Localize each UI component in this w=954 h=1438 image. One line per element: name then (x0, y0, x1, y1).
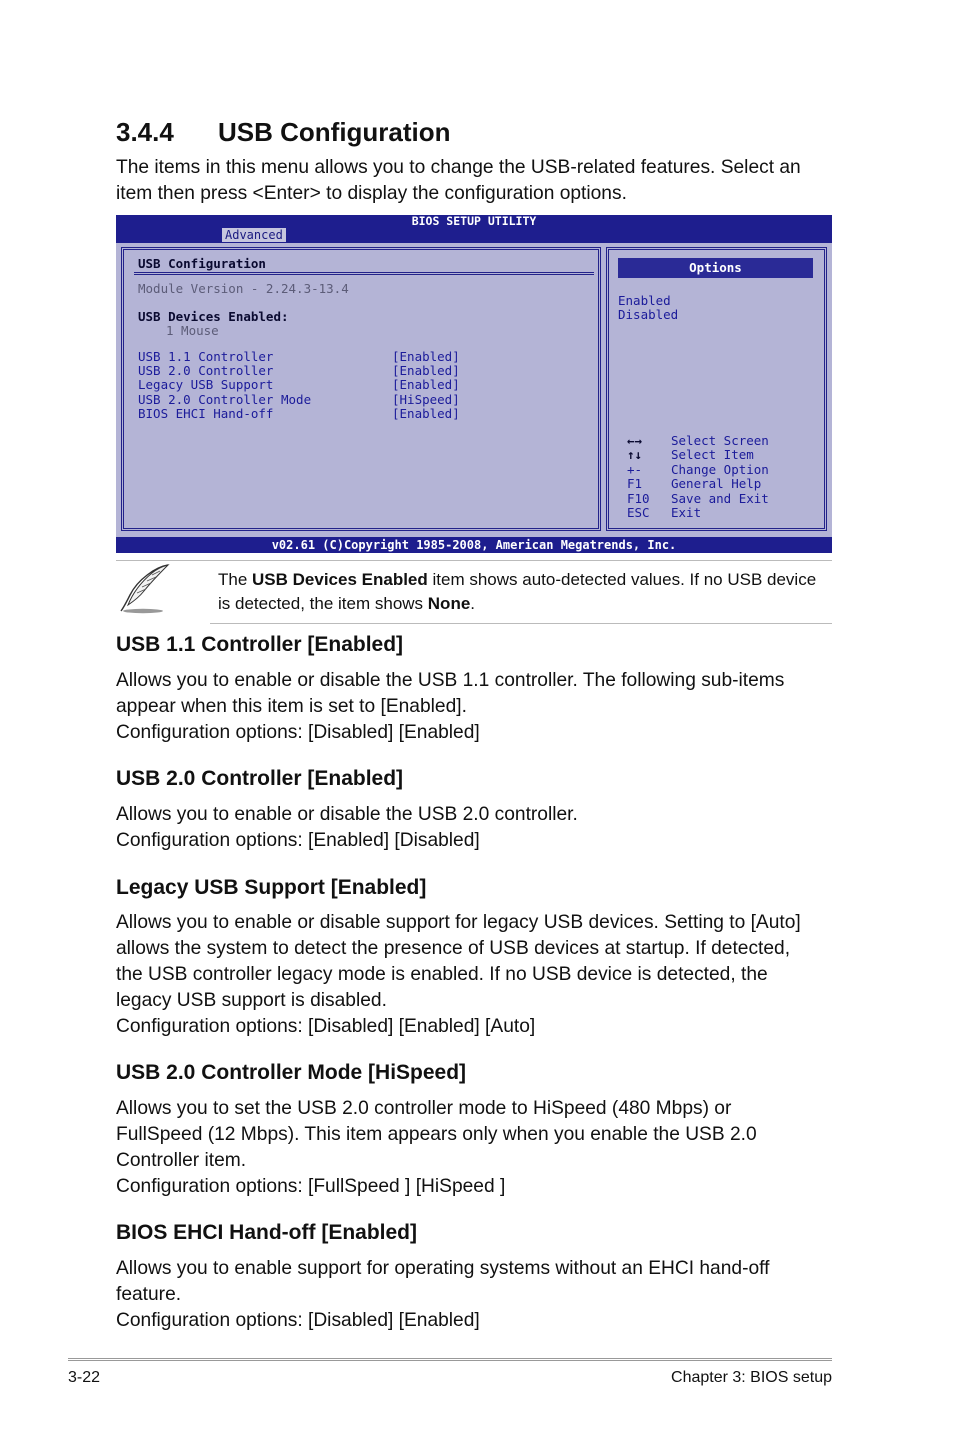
bios-key-label: Save and Exit (671, 491, 769, 506)
bios-option-disabled[interactable]: Disabled (618, 307, 679, 322)
paragraph-line: Configuration options: [Disabled] [Enabled] [Auto] (116, 1016, 536, 1037)
note-text-part: The (218, 570, 253, 589)
bios-copyright: v02.61 (C)Copyright 1985-2008, American Megatrends, Inc. (116, 537, 832, 553)
bios-key-label: General Help (671, 476, 762, 491)
paragraph-line: Allows you to enable or disable the USB 2.0 controller. (116, 804, 578, 825)
feather-pen-icon (116, 561, 174, 615)
left-right-arrows-icon: ←→ (627, 433, 643, 448)
paragraph-line: allows the system to detect the presence of USB devices at startup. If detected, (116, 938, 791, 959)
paragraph-line: Configuration options: [Enabled] [Disabled] (116, 830, 480, 851)
paragraph-usb20-controller-mode (116, 1096, 836, 1200)
note-bold-term: USB Devices Enabled (252, 570, 428, 589)
bios-item-ehci[interactable]: BIOS EHCI Hand-off (138, 406, 274, 421)
bios-panel-title: USB Configuration (138, 256, 266, 271)
bios-item-usb11[interactable]: USB 1.1 Controller (138, 349, 274, 364)
section-title (116, 117, 451, 148)
paragraph-line: Allows you to set the USB 2.0 controller mode to HiSpeed (480 Mbps) or (116, 1098, 732, 1119)
section-title-text: USB Configuration (218, 117, 451, 147)
bios-title: BIOS SETUP UTILITY (411, 214, 537, 228)
paragraph-line: FullSpeed (12 Mbps). This item appears only when you enable the USB 2.0 (116, 1124, 757, 1145)
bios-option-enabled[interactable]: Enabled (618, 293, 671, 308)
bios-key: F10 (627, 491, 650, 506)
paragraph-usb20-controller (116, 802, 836, 854)
paragraph-line: feature. (116, 1284, 182, 1305)
bios-key: ESC (627, 505, 650, 520)
bios-item-usb20-value[interactable]: [Enabled] (392, 363, 460, 378)
note-top-divider (116, 560, 832, 561)
bios-key-label: Select Screen (671, 433, 769, 448)
bios-item-legacy[interactable]: Legacy USB Support (138, 377, 274, 392)
paragraph-line: Allows you to enable or disable the USB 1.1 controller. The following sub-items (116, 670, 785, 691)
bios-item-usb20-mode-value[interactable]: [HiSpeed] (392, 392, 460, 407)
heading-legacy-usb-support: Legacy USB Support [Enabled] (116, 876, 427, 899)
heading-usb20-controller: USB 2.0 Controller [Enabled] (116, 767, 404, 790)
paragraph-line: legacy USB support is disabled. (116, 990, 387, 1011)
bios-devices-label: USB Devices Enabled: (138, 309, 289, 324)
bios-top-bar (116, 215, 832, 243)
bios-tab-advanced[interactable]: Advanced (222, 228, 286, 242)
bios-main-panel (121, 247, 601, 531)
note-text-part: item shows auto-detected values. If no USB device is detected, the item shows (218, 570, 817, 613)
paragraph-line: Configuration options: [FullSpeed ] [HiSpeed ] (116, 1176, 506, 1197)
heading-usb11-controller: USB 1.1 Controller [Enabled] (116, 633, 404, 656)
chapter-label: Chapter 3: BIOS setup (671, 1369, 832, 1386)
bios-devices-value: 1 Mouse (166, 323, 219, 338)
bios-item-legacy-value[interactable]: [Enabled] (392, 377, 460, 392)
up-down-arrows-icon: ↑↓ (627, 447, 643, 462)
bios-key: +- (627, 462, 643, 477)
heading-bios-ehci-handoff: BIOS EHCI Hand-off [Enabled] (116, 1221, 417, 1244)
intro-line: The items in this menu allows you to change the USB-related features. Select an (116, 157, 801, 178)
bios-key-label: Exit (671, 505, 702, 520)
bios-screenshot (116, 215, 832, 553)
bios-key: F1 (627, 476, 643, 491)
paragraph-legacy-usb-support (116, 910, 836, 1040)
note-bold-value: None (427, 594, 471, 613)
note-bottom-divider (210, 623, 832, 624)
bios-panel-divider (134, 272, 594, 275)
paragraph-usb11-controller (116, 668, 836, 746)
bios-item-usb20-mode[interactable]: USB 2.0 Controller Mode (138, 392, 312, 407)
paragraph-line: Allows you to enable or disable support for legacy USB devices. Setting to [Auto] (116, 912, 801, 933)
bios-key-label: Change Option (671, 462, 769, 477)
paragraph-line: appear when this item is set to [Enabled]. (116, 696, 467, 717)
paragraph-line: the USB controller legacy mode is enabled. If no USB device is detected, the (116, 964, 768, 985)
bios-item-ehci-value[interactable]: [Enabled] (392, 406, 460, 421)
bios-help-panel (606, 247, 827, 531)
bios-module-version: Module Version - 2.24.3-13.4 (138, 281, 349, 296)
bios-item-usb20[interactable]: USB 2.0 Controller (138, 363, 274, 378)
heading-usb20-controller-mode: USB 2.0 Controller Mode [HiSpeed] (116, 1061, 467, 1084)
page-number: 3-22 (68, 1369, 101, 1386)
bios-key-label: Select Item (671, 447, 754, 462)
intro-line: item then press <Enter> to display the configuration options. (116, 183, 627, 204)
intro-paragraph (116, 155, 836, 207)
bios-options-header: Options (618, 258, 813, 278)
paragraph-line: Controller item. (116, 1150, 247, 1171)
paragraph-bios-ehci-handoff (116, 1256, 836, 1334)
paragraph-line: Configuration options: [Disabled] [Enabled] (116, 1310, 480, 1331)
note-text (218, 568, 832, 616)
footer-divider (68, 1358, 832, 1361)
paragraph-line: Allows you to enable support for operating systems without an EHCI hand-off (116, 1258, 770, 1279)
paragraph-line: Configuration options: [Disabled] [Enabled] (116, 722, 480, 743)
section-number: 3.4.4 (116, 117, 174, 147)
bios-item-usb11-value[interactable]: [Enabled] (392, 349, 460, 364)
note-text-part: . (470, 594, 476, 613)
